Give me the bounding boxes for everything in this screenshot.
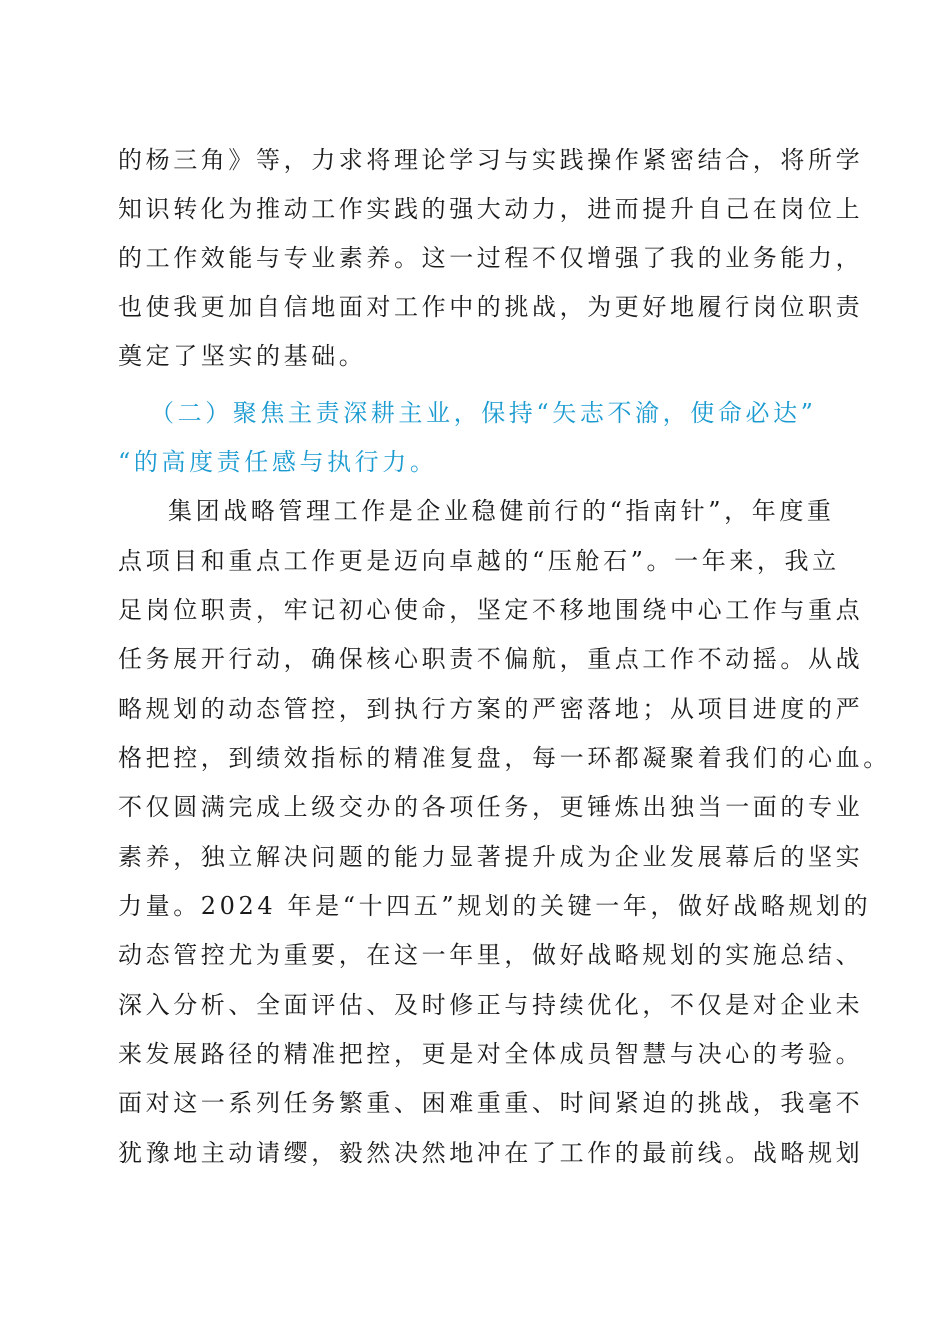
paragraph-line: 的杨三角》等，力求将理论学习与实践操作紧密结合，将所学 [118,146,864,174]
section-heading: “的高度责任感与执行力。 [118,448,438,476]
paragraph-line: 动态管控尤为重要，在这一年里，做好战略规划的实施总结、 [118,941,864,969]
paragraph-line: 素养，独立解决问题的能力显著提升成为企业发展幕后的坚实 [118,843,864,871]
section-heading: （二）聚焦主责深耕主业，保持“矢志不渝，使命必达” [150,399,817,427]
paragraph-line: 略规划的动态管控，到执行方案的严密落地；从项目进度的严 [118,695,864,723]
paragraph-line: 力量。2024 年是“十四五”规划的关键一年，做好战略规划的 [118,892,872,920]
paragraph-line: 奠定了坚实的基础。 [118,342,367,370]
paragraph-line: 任务展开行动，确保核心职责不偏航，重点工作不动摇。从战 [118,645,864,673]
paragraph-line: 深入分析、全面评估、及时修正与持续优化，不仅是对企业未 [118,991,864,1019]
paragraph-line: 知识转化为推动工作实践的强大动力，进而提升自己在岗位上 [118,195,864,223]
paragraph-line: 也使我更加自信地面对工作中的挑战，为更好地履行岗位职责 [118,293,864,321]
paragraph-line: 不仅圆满完成上级交办的各项任务，更锤炼出独当一面的专业 [118,793,864,821]
paragraph-line: 足岗位职责，牢记初心使命，坚定不移地围绕中心工作与重点 [118,596,864,624]
paragraph-line: 面对这一系列任务繁重、困难重重、时间紧迫的挑战，我毫不 [118,1089,864,1117]
paragraph-line: 来发展路径的精准把控，更是对全体成员智慧与决心的考验。 [118,1040,864,1068]
paragraph-line: 集团战略管理工作是企业稳健前行的“指南针”，年度重 [168,497,835,525]
paragraph-line: 格把控，到绩效指标的精准复盘，每一环都凝聚着我们的心血。 [118,744,891,772]
paragraph-line: 犹豫地主动请缨，毅然决然地冲在了工作的最前线。战略规划 [118,1139,864,1167]
paragraph-line: 点项目和重点工作更是迈向卓越的“压舱石”。一年来，我立 [118,547,840,575]
paragraph-line: 的工作效能与专业素养。这一过程不仅增强了我的业务能力， [118,244,864,272]
